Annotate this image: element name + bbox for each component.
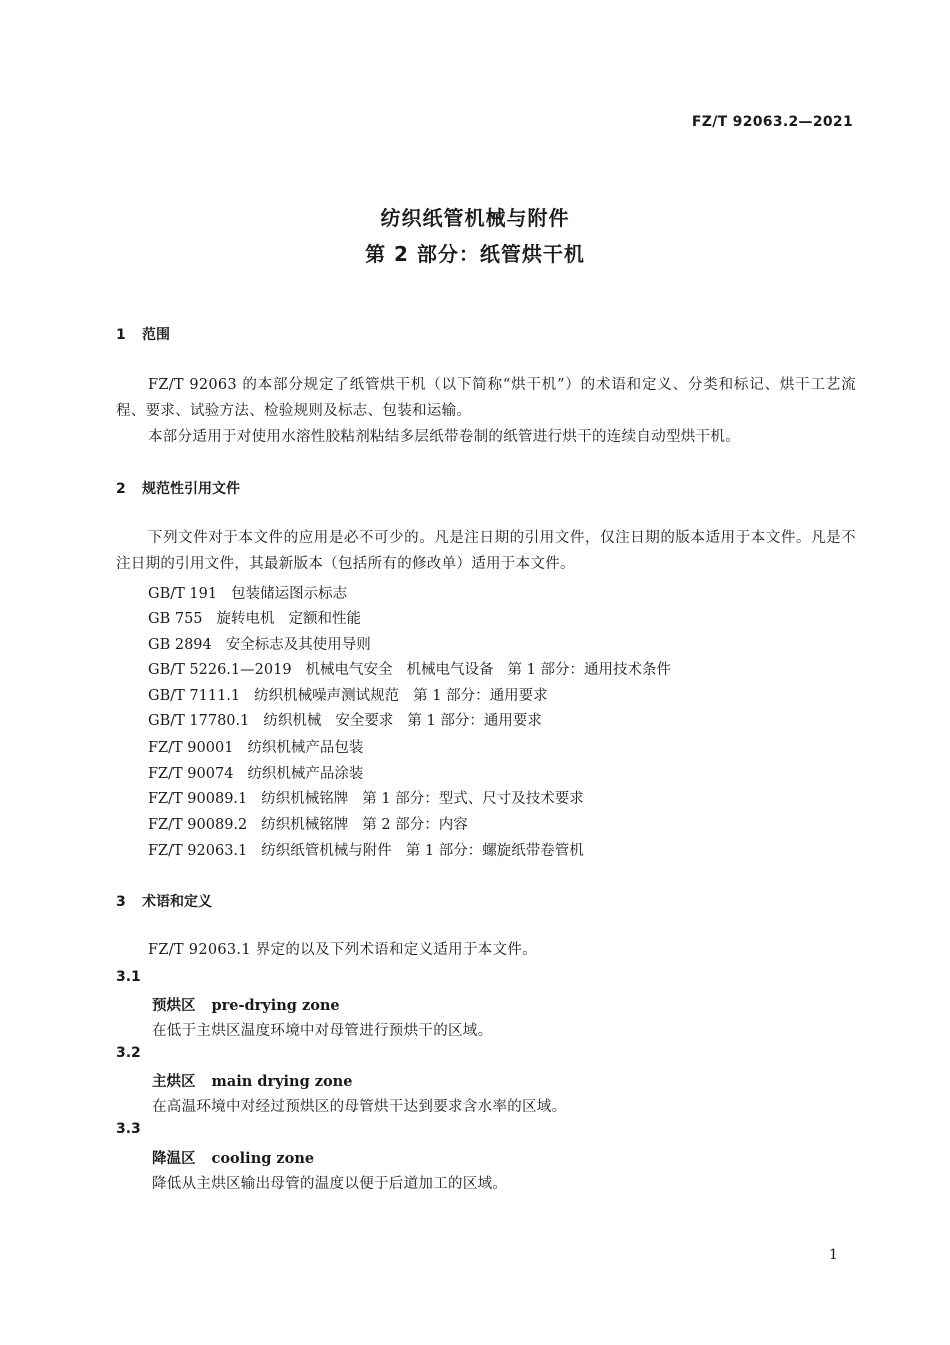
reference-item	[148, 736, 363, 757]
terms-intro-paragraph: FZ/T 92063.1 界定的以及下列术语和定义适用于本文件。	[148, 942, 537, 958]
term-definition: 在高温环境中对经过预烘区的母管烘干达到要求含水率的区域。	[152, 1099, 567, 1115]
scope-paragraph-1: FZ/T 92063 的本部分规定了纸管烘干机（以下简称“烘干机”）的术语和定义、分类和标记、烘干工艺流程、要求、试验方法、检验规则及标志、包装和运输。	[116, 377, 856, 419]
term-english: pre-drying zone	[211, 997, 340, 1014]
reference-title: 第 2 部分：内容	[362, 817, 468, 833]
reference-code: FZ/T 92063.1	[148, 843, 248, 859]
term-entry	[152, 1147, 314, 1168]
term-chinese: 主烘区	[152, 1074, 196, 1090]
document-title-line2: 第 2 部分：纸管烘干机	[365, 242, 585, 266]
term-entry	[152, 994, 340, 1015]
reference-item	[148, 684, 548, 705]
scope-paragraph-2: 本部分适用于对使用水溶性胶粘剂粘结多层纸带卷制的纸管进行烘干的连续自动型烘干机。	[148, 429, 740, 445]
term-chinese: 预烘区	[152, 998, 196, 1014]
section-heading-scope	[116, 324, 170, 344]
standard-number: FZ/T 92063.2—2021	[691, 114, 853, 130]
reference-title: 纺织机械铭牌	[261, 791, 349, 807]
reference-item	[148, 762, 363, 783]
reference-title: 定额和性能	[288, 611, 362, 627]
reference-title: 纺织机械噪声测试规范	[254, 688, 400, 704]
page-number: 1	[829, 1247, 838, 1263]
term-number: 3.1	[116, 969, 141, 985]
section-title: 规范性引用文件	[142, 481, 240, 497]
reference-title: 旋转电机	[216, 611, 275, 627]
section-title: 范围	[142, 327, 170, 343]
document-title-line1: 纺织纸管机械与附件	[380, 206, 570, 230]
term-number: 3.2	[116, 1045, 141, 1061]
term-entry	[152, 1070, 352, 1091]
reference-title: 纺织机械产品包装	[247, 740, 364, 756]
section-heading-terms	[116, 891, 212, 911]
reference-code: GB 755	[148, 611, 203, 627]
reference-title: 纺织机械产品涂装	[247, 766, 364, 782]
term-english: main drying zone	[211, 1073, 353, 1090]
reference-title: 第 1 部分：螺旋纸带卷管机	[405, 843, 584, 859]
reference-code: FZ/T 90001	[148, 740, 234, 756]
reference-title: 第 1 部分：通用要求	[413, 688, 548, 704]
term-english: cooling zone	[211, 1150, 315, 1167]
reference-title: 包装储运图示标志	[231, 586, 348, 602]
reference-item	[148, 839, 584, 860]
reference-item	[148, 709, 542, 730]
reference-title: 纺织纸管机械与附件	[261, 843, 392, 859]
reference-code: GB 2894	[148, 637, 212, 653]
reference-code: GB/T 17780.1	[148, 713, 250, 729]
term-definition: 在低于主烘区温度环境中对母管进行预烘干的区域。	[152, 1023, 493, 1039]
reference-item	[148, 633, 371, 654]
reference-title: 安全标志及其使用导则	[225, 637, 371, 653]
reference-code: FZ/T 90089.1	[148, 791, 248, 807]
section-number: 2	[116, 481, 126, 497]
reference-title: 第 1 部分：通用要求	[407, 713, 542, 729]
term-definition: 降低从主烘区输出母管的温度以便于后道加工的区域。	[152, 1176, 508, 1192]
reference-item	[148, 607, 361, 628]
section-number: 1	[116, 327, 126, 343]
term-number: 3.3	[116, 1121, 141, 1137]
reference-item	[148, 813, 468, 834]
reference-code: FZ/T 90074	[148, 766, 234, 782]
reference-title: 第 1 部分：通用技术条件	[507, 662, 671, 678]
reference-title: 机械电气设备	[406, 662, 494, 678]
reference-code: GB/T 191	[148, 586, 218, 602]
reference-item	[148, 787, 584, 808]
section-number: 3	[116, 894, 126, 910]
reference-title: 安全要求	[335, 713, 394, 729]
reference-title: 第 1 部分：型式、尺寸及技术要求	[362, 791, 584, 807]
reference-title: 纺织机械	[263, 713, 322, 729]
reference-item	[148, 658, 671, 679]
reference-title: 机械电气安全	[305, 662, 393, 678]
reference-code: GB/T 5226.1—2019	[148, 662, 292, 678]
reference-title: 纺织机械铭牌	[261, 817, 349, 833]
references-intro-paragraph: 下列文件对于本文件的应用是必不可少的。凡是注日期的引用文件，仅注日期的版本适用于本文件。凡是不注日期的引用文件，其最新版本（包括所有的修改单）适用于本文件。	[116, 530, 856, 572]
reference-code: GB/T 7111.1	[148, 688, 241, 704]
term-chinese: 降温区	[152, 1151, 196, 1167]
section-heading-normative-references	[116, 478, 240, 498]
reference-code: FZ/T 90089.2	[148, 817, 248, 833]
reference-item	[148, 582, 347, 603]
section-title: 术语和定义	[142, 894, 212, 910]
